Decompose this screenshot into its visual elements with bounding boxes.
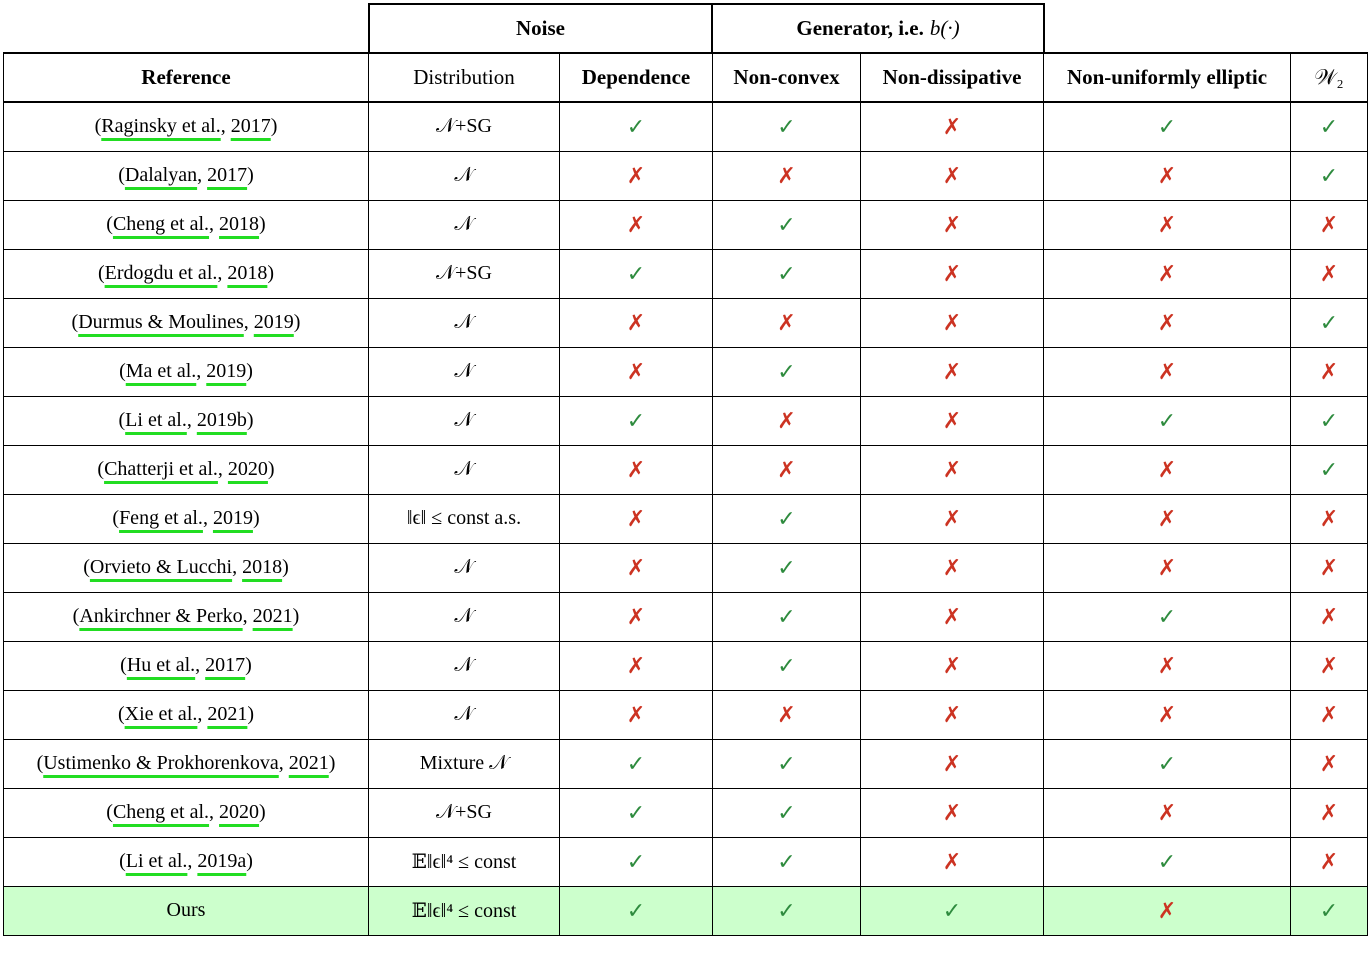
- cell-reference: (Raginsky et al., 2017): [4, 102, 369, 151]
- cell-non-uniformly-elliptic: [1044, 543, 1291, 592]
- citation-year-link[interactable]: 2021: [288, 752, 329, 774]
- cell-reference: (Ankirchner & Perko, 2021): [4, 592, 369, 641]
- cell-non-uniformly-elliptic: [1044, 739, 1291, 788]
- cell-w2: [1291, 690, 1368, 739]
- cell-w2: [1291, 200, 1368, 249]
- cross-icon: ✗: [1157, 554, 1177, 580]
- column-header-non-uniformly-elliptic: Non-uniformly elliptic: [1044, 53, 1291, 102]
- cell-non-convex: [713, 543, 861, 592]
- cell-w2: [1291, 641, 1368, 690]
- cell-non-convex: [713, 445, 861, 494]
- cell-non-dissipative: [861, 886, 1044, 935]
- cross-icon: ✗: [626, 456, 646, 482]
- cell-non-convex: [713, 102, 861, 151]
- group-header-noise: [368, 3, 713, 52]
- cell-dependence: [560, 102, 713, 151]
- table-row: [4, 151, 1368, 200]
- cell-distribution: 𝒩: [369, 543, 560, 592]
- citation-year-link[interactable]: 2017: [207, 164, 248, 186]
- check-icon: ✓: [777, 603, 796, 629]
- cell-distribution: 𝒩: [369, 347, 560, 396]
- table-row: [4, 690, 1368, 739]
- cell-non-convex: [713, 151, 861, 200]
- cell-non-convex: [713, 837, 861, 886]
- cell-dependence: [560, 298, 713, 347]
- cross-icon: ✗: [1157, 162, 1177, 188]
- citation-year-link[interactable]: 2018: [219, 213, 260, 235]
- cell-distribution: 𝔼‖ϵ‖⁴ ≤ const: [369, 837, 560, 886]
- check-icon: ✓: [626, 848, 646, 874]
- cell-distribution: ‖ϵ‖ ≤ const a.s.: [369, 494, 560, 543]
- check-icon: ✓: [626, 407, 646, 433]
- check-icon: ✓: [777, 554, 796, 580]
- cross-icon: ✗: [626, 358, 646, 384]
- cell-w2: [1291, 445, 1368, 494]
- citation-authors-link[interactable]: Ustimenko & Prokhorenkova: [43, 752, 279, 774]
- cross-icon: ✗: [1319, 554, 1339, 580]
- cell-w2: [1291, 151, 1368, 200]
- table-row: [4, 641, 1368, 690]
- column-header-non-dissipative: Non-dissipative: [861, 53, 1044, 102]
- citation-authors-link[interactable]: Erdogdu et al.: [104, 262, 218, 284]
- cell-non-uniformly-elliptic: [1044, 886, 1291, 935]
- table-row: [4, 445, 1368, 494]
- cross-icon: ✗: [626, 603, 646, 629]
- citation-year-link[interactable]: 2020: [227, 458, 268, 480]
- cell-reference: (Erdogdu et al., 2018): [4, 249, 369, 298]
- check-icon: ✓: [777, 652, 796, 678]
- group-header-generator-label: Generator, i.e.: [796, 16, 924, 40]
- cell-non-uniformly-elliptic: [1044, 494, 1291, 543]
- citation-authors-link[interactable]: Hu et al.: [126, 654, 196, 676]
- citation-authors-link[interactable]: Cheng et al.: [112, 801, 210, 823]
- cell-non-uniformly-elliptic: [1044, 445, 1291, 494]
- cell-non-dissipative: [861, 837, 1044, 886]
- cell-distribution: 𝒩: [369, 298, 560, 347]
- cell-reference: (Chatterji et al., 2020): [4, 445, 369, 494]
- cell-dependence: [560, 641, 713, 690]
- cell-reference: (Ma et al., 2019): [4, 347, 369, 396]
- cross-icon: ✗: [626, 211, 646, 237]
- cell-non-uniformly-elliptic: [1044, 641, 1291, 690]
- cell-non-dissipative: [861, 592, 1044, 641]
- cross-icon: ✗: [1157, 358, 1177, 384]
- cross-icon: ✗: [626, 652, 646, 678]
- group-header-generator: [713, 3, 1045, 52]
- check-icon: ✓: [942, 897, 962, 923]
- cell-non-dissipative: [861, 298, 1044, 347]
- cell-non-uniformly-elliptic: [1044, 102, 1291, 151]
- check-icon: ✓: [1157, 407, 1177, 433]
- cell-dependence: [560, 151, 713, 200]
- cell-non-uniformly-elliptic: [1044, 592, 1291, 641]
- table-row: [4, 102, 1368, 151]
- cell-w2: [1291, 886, 1368, 935]
- cell-dependence: [560, 886, 713, 935]
- cell-dependence: [560, 690, 713, 739]
- column-header-row: [4, 53, 1368, 102]
- cell-non-convex: [713, 592, 861, 641]
- column-header-dependence: Dependence: [560, 53, 713, 102]
- cell-distribution: 𝒩: [369, 592, 560, 641]
- cross-icon: ✗: [1319, 211, 1339, 237]
- check-icon: ✓: [1319, 407, 1339, 433]
- check-icon: ✓: [1319, 456, 1339, 482]
- cross-icon: ✗: [1157, 701, 1177, 727]
- cell-non-dissipative: [861, 543, 1044, 592]
- cell-distribution: 𝒩: [369, 690, 560, 739]
- check-icon: ✓: [1157, 603, 1177, 629]
- cross-icon: ✗: [1157, 309, 1177, 335]
- column-header-non-convex: Non-convex: [713, 53, 861, 102]
- group-header-generator-math: b(·): [929, 16, 960, 40]
- cell-non-uniformly-elliptic: [1044, 396, 1291, 445]
- table-row: [4, 592, 1368, 641]
- cell-non-convex: [713, 641, 861, 690]
- cell-dependence: [560, 592, 713, 641]
- cell-distribution: 𝒩+SG: [369, 249, 560, 298]
- cell-non-convex: [713, 200, 861, 249]
- cell-w2: [1291, 494, 1368, 543]
- check-icon: ✓: [777, 799, 796, 825]
- citation-year-link[interactable]: 2021: [252, 605, 293, 627]
- cell-dependence: [560, 788, 713, 837]
- cross-icon: ✗: [942, 848, 962, 874]
- citation-year-link[interactable]: 2019: [206, 360, 247, 382]
- check-icon: ✓: [1157, 848, 1177, 874]
- check-icon: ✓: [1319, 113, 1339, 139]
- column-header-reference: Reference: [4, 53, 369, 102]
- cell-distribution: 𝒩: [369, 151, 560, 200]
- citation-authors-link[interactable]: Xie et al.: [124, 703, 198, 725]
- cell-distribution: 𝒩: [369, 200, 560, 249]
- cell-dependence: [560, 739, 713, 788]
- cross-icon: ✗: [626, 505, 646, 531]
- cell-non-dissipative: [861, 690, 1044, 739]
- check-icon: ✓: [626, 750, 646, 776]
- check-icon: ✓: [1157, 750, 1177, 776]
- cell-non-uniformly-elliptic: [1044, 837, 1291, 886]
- comparison-table: [3, 52, 1368, 936]
- cell-non-convex: [713, 298, 861, 347]
- cross-icon: ✗: [1319, 603, 1339, 629]
- cell-non-uniformly-elliptic: [1044, 151, 1291, 200]
- table-row: [4, 347, 1368, 396]
- table-body: [4, 102, 1368, 935]
- cross-icon: ✗: [777, 701, 796, 727]
- cell-w2: [1291, 298, 1368, 347]
- cell-reference: (Xie et al., 2021): [4, 690, 369, 739]
- cross-icon: ✗: [942, 505, 962, 531]
- citation-authors-link[interactable]: Cheng et al.: [112, 213, 210, 235]
- cell-w2: [1291, 396, 1368, 445]
- table-row: [4, 298, 1368, 347]
- cell-non-convex: [713, 739, 861, 788]
- cross-icon: ✗: [942, 407, 962, 433]
- citation-year-link[interactable]: 2020: [219, 801, 260, 823]
- citation-authors-link[interactable]: Feng et al.: [119, 507, 203, 529]
- check-icon: ✓: [777, 750, 796, 776]
- table-row: [4, 543, 1368, 592]
- cell-distribution: Mixture 𝒩: [369, 739, 560, 788]
- citation-year-link[interactable]: 2019: [212, 507, 253, 529]
- check-icon: ✓: [626, 260, 646, 286]
- group-header-noise-label: Noise: [516, 16, 565, 40]
- cross-icon: ✗: [1319, 652, 1339, 678]
- cell-dependence: [560, 347, 713, 396]
- cross-icon: ✗: [942, 750, 962, 776]
- cell-reference: (Ustimenko & Prokhorenkova, 2021): [4, 739, 369, 788]
- citation-year-link[interactable]: 2019a: [197, 850, 247, 872]
- cell-non-convex: [713, 396, 861, 445]
- cross-icon: ✗: [626, 309, 646, 335]
- cell-reference: (Orvieto & Lucchi, 2018): [4, 543, 369, 592]
- cell-non-uniformly-elliptic: [1044, 690, 1291, 739]
- cross-icon: ✗: [942, 211, 962, 237]
- cell-dependence: [560, 837, 713, 886]
- cross-icon: ✗: [1157, 260, 1177, 286]
- citation-authors-link[interactable]: Durmus & Moulines: [78, 311, 244, 333]
- check-icon: ✓: [777, 848, 796, 874]
- citation-authors-link[interactable]: Dalalyan: [124, 164, 198, 186]
- cross-icon: ✗: [942, 799, 962, 825]
- cross-icon: ✗: [942, 358, 962, 384]
- table-row: [4, 494, 1368, 543]
- cell-dependence: [560, 396, 713, 445]
- cross-icon: ✗: [942, 701, 962, 727]
- table-row: [4, 837, 1368, 886]
- cell-w2: [1291, 102, 1368, 151]
- cell-w2: [1291, 837, 1368, 886]
- column-header-distribution: Distribution: [369, 53, 560, 102]
- cell-w2: [1291, 543, 1368, 592]
- citation-authors-link[interactable]: Ma et al.: [125, 360, 197, 382]
- cross-icon: ✗: [942, 162, 962, 188]
- cell-non-dissipative: [861, 641, 1044, 690]
- cell-non-uniformly-elliptic: [1044, 249, 1291, 298]
- cell-non-convex: [713, 249, 861, 298]
- cell-reference-ours: Ours: [4, 886, 369, 935]
- check-icon: ✓: [626, 799, 646, 825]
- cross-icon: ✗: [1319, 750, 1339, 776]
- column-header-w2: 𝒲₂: [1291, 53, 1368, 102]
- citation-authors-link[interactable]: Li et al.: [125, 850, 188, 872]
- cross-icon: ✗: [942, 456, 962, 482]
- table-row: [4, 200, 1368, 249]
- check-icon: ✓: [777, 505, 796, 531]
- cross-icon: ✗: [1157, 799, 1177, 825]
- cell-distribution: 𝒩: [369, 396, 560, 445]
- cross-icon: ✗: [942, 309, 962, 335]
- cell-non-dissipative: [861, 151, 1044, 200]
- citation-authors-link[interactable]: Orvieto & Lucchi: [89, 556, 233, 578]
- cell-w2: [1291, 249, 1368, 298]
- citation-year-link[interactable]: 2017: [230, 115, 271, 138]
- cell-non-uniformly-elliptic: [1044, 298, 1291, 347]
- cell-dependence: [560, 200, 713, 249]
- check-icon: ✓: [626, 897, 646, 923]
- cross-icon: ✗: [942, 652, 962, 678]
- cell-non-dissipative: [861, 494, 1044, 543]
- cell-non-uniformly-elliptic: [1044, 200, 1291, 249]
- cell-reference: (Cheng et al., 2020): [4, 788, 369, 837]
- cell-non-dissipative: [861, 347, 1044, 396]
- cross-icon: ✗: [942, 554, 962, 580]
- cross-icon: ✗: [942, 113, 962, 139]
- citation-authors-link[interactable]: Chatterji et al.: [104, 458, 218, 480]
- cell-w2: [1291, 347, 1368, 396]
- cell-non-convex: [713, 788, 861, 837]
- cell-w2: [1291, 788, 1368, 837]
- check-icon: ✓: [777, 113, 796, 139]
- cell-non-dissipative: [861, 788, 1044, 837]
- check-icon: ✓: [777, 897, 796, 923]
- cell-non-uniformly-elliptic: [1044, 788, 1291, 837]
- cross-icon: ✗: [626, 162, 646, 188]
- table-row: [4, 249, 1368, 298]
- check-icon: ✓: [1157, 113, 1177, 139]
- cross-icon: ✗: [942, 603, 962, 629]
- cross-icon: ✗: [1319, 701, 1339, 727]
- cell-non-dissipative: [861, 200, 1044, 249]
- cell-w2: [1291, 592, 1368, 641]
- cross-icon: ✗: [777, 456, 796, 482]
- citation-year-link[interactable]: 2021: [207, 703, 248, 725]
- cross-icon: ✗: [1319, 848, 1339, 874]
- cross-icon: ✗: [777, 407, 796, 433]
- cross-icon: ✗: [626, 701, 646, 727]
- cell-reference: (Li et al., 2019a): [4, 837, 369, 886]
- citation-year-link[interactable]: 2019b: [196, 409, 247, 431]
- cross-icon: ✗: [1319, 358, 1339, 384]
- cell-distribution: 𝒩: [369, 641, 560, 690]
- citation-authors-link[interactable]: Ankirchner & Perko: [79, 605, 243, 627]
- cross-icon: ✗: [777, 162, 796, 188]
- cell-reference: (Feng et al., 2019): [4, 494, 369, 543]
- cross-icon: ✗: [1157, 652, 1177, 678]
- cell-non-convex: [713, 690, 861, 739]
- cell-reference: (Durmus & Moulines, 2019): [4, 298, 369, 347]
- cross-icon: ✗: [1319, 799, 1339, 825]
- citation-year-link[interactable]: 2018: [242, 556, 283, 578]
- group-header-row: [368, 3, 1045, 52]
- cell-non-convex: [713, 347, 861, 396]
- cross-icon: ✗: [1157, 456, 1177, 482]
- cell-dependence: [560, 445, 713, 494]
- cross-icon: ✗: [1157, 211, 1177, 237]
- cross-icon: ✗: [1319, 260, 1339, 286]
- cell-non-convex: [713, 886, 861, 935]
- cell-distribution: 𝒩+SG: [369, 788, 560, 837]
- cell-dependence: [560, 494, 713, 543]
- cell-distribution: 𝒩+SG: [369, 102, 560, 151]
- cross-icon: ✗: [942, 260, 962, 286]
- citation-authors-link[interactable]: Raginsky et al.: [101, 115, 221, 138]
- check-icon: ✓: [1319, 897, 1339, 923]
- cell-distribution: 𝒩: [369, 445, 560, 494]
- cell-distribution: 𝔼‖ϵ‖⁴ ≤ const: [369, 886, 560, 935]
- cell-non-uniformly-elliptic: [1044, 347, 1291, 396]
- check-icon: ✓: [777, 358, 796, 384]
- cell-non-dissipative: [861, 445, 1044, 494]
- table-row: [4, 788, 1368, 837]
- table-row: [4, 396, 1368, 445]
- citation-authors-link[interactable]: Li et al.: [125, 409, 187, 431]
- cell-reference: (Dalalyan, 2017): [4, 151, 369, 200]
- citation-year-link[interactable]: 2019: [253, 311, 294, 333]
- cross-icon: ✗: [1157, 505, 1177, 531]
- cross-icon: ✗: [1157, 897, 1177, 923]
- check-icon: ✓: [1319, 309, 1339, 335]
- cross-icon: ✗: [626, 554, 646, 580]
- citation-year-link[interactable]: 2017: [205, 654, 246, 676]
- cell-non-convex: [713, 494, 861, 543]
- cell-dependence: [560, 543, 713, 592]
- cross-icon: ✗: [1319, 505, 1339, 531]
- cell-non-dissipative: [861, 739, 1044, 788]
- cell-w2: [1291, 739, 1368, 788]
- cell-non-dissipative: [861, 396, 1044, 445]
- table-row-ours: [4, 886, 1368, 935]
- check-icon: ✓: [626, 113, 646, 139]
- check-icon: ✓: [777, 260, 796, 286]
- cell-non-dissipative: [861, 249, 1044, 298]
- table-row: [4, 739, 1368, 788]
- cell-dependence: [560, 249, 713, 298]
- cell-reference: (Hu et al., 2017): [4, 641, 369, 690]
- citation-year-link[interactable]: 2018: [227, 262, 268, 284]
- check-icon: ✓: [777, 211, 796, 237]
- check-icon: ✓: [1319, 162, 1339, 188]
- cross-icon: ✗: [777, 309, 796, 335]
- cell-reference: (Cheng et al., 2018): [4, 200, 369, 249]
- cell-non-dissipative: [861, 102, 1044, 151]
- cell-reference: (Li et al., 2019b): [4, 396, 369, 445]
